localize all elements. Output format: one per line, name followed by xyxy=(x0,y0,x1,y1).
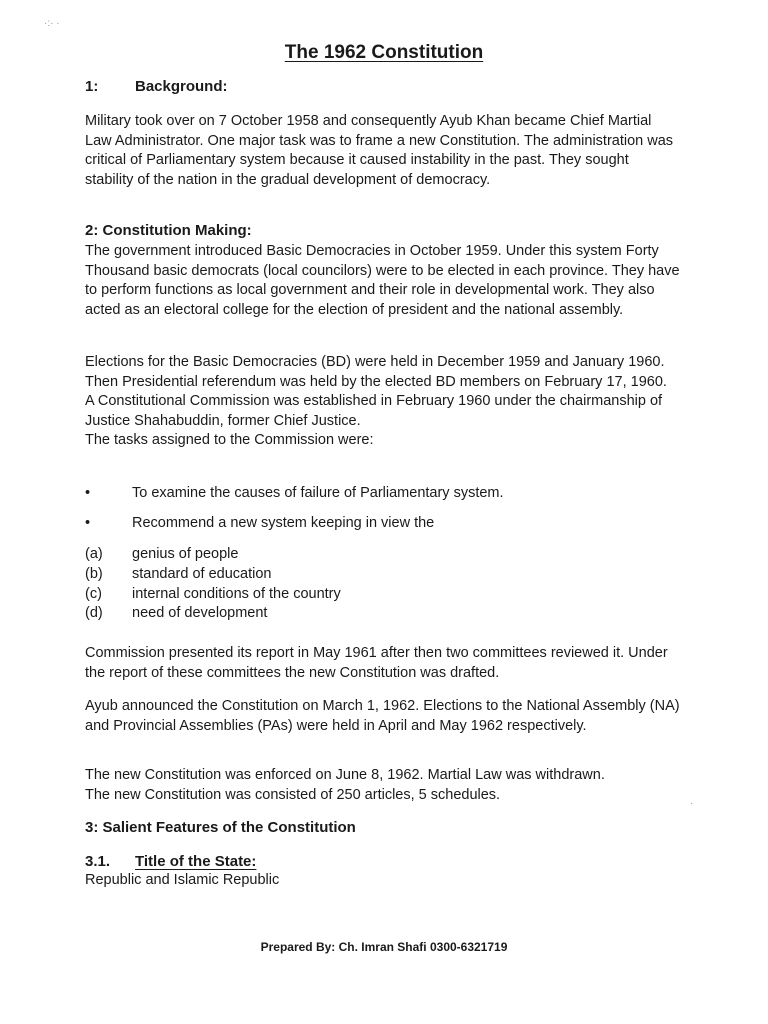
commission-established-text: A Constitutional Commission was established in February 1960 under the chairmanship of Justice Shahabuddin, former Chief Justice. xyxy=(85,393,663,429)
basic-democracies-paragraph xyxy=(85,242,680,320)
bullet-item xyxy=(85,484,504,504)
articles-text: The new Constitution was consisted of 250 articles, 5 schedules. xyxy=(85,786,501,803)
section-2-heading: 2: Constitution Making: xyxy=(85,222,252,239)
bullet-text: To examine the causes of failure of Parliamentary system. xyxy=(132,485,504,501)
bullet-mark: • xyxy=(85,485,91,501)
document-title: The 1962 Constitution xyxy=(284,42,484,63)
section-3-1-title: Title of the State: xyxy=(135,853,257,870)
list-item xyxy=(85,565,271,585)
list-item-text: genius of people xyxy=(132,546,239,562)
list-item-text: standard of education xyxy=(132,566,272,582)
section-3-1-heading xyxy=(85,853,256,870)
section-3-heading: 3: Salient Features of the Constitution xyxy=(85,819,356,836)
ayub-announcement-paragraph xyxy=(85,697,680,736)
section-1-title: Background: xyxy=(135,78,228,95)
background-text: Military took over on 7 October 1958 and consequently Ayub Khan became Chief Martial Law Administrator. One major task was to frame a new Constitution. The administration was critical of Parliamentary system because it caused instability in the past. They sought stability of the nation in the gradual development of democracy. xyxy=(85,113,674,188)
list-item-label: (d) xyxy=(85,605,103,621)
bullet-mark: • xyxy=(85,515,91,531)
list-item-label: (a) xyxy=(85,546,103,562)
scan-speck: ·:· · xyxy=(44,18,60,29)
elections-paragraph xyxy=(85,353,680,451)
list-item xyxy=(85,545,238,565)
scan-speck: · xyxy=(690,798,694,809)
list-item-text: internal conditions of the country xyxy=(132,586,341,602)
list-item-label: (c) xyxy=(85,586,102,602)
commission-report-text: Commission presented its report in May 1961 after then two committees reviewed it. Under the report of these committees the new Constitution was drafted. xyxy=(85,645,668,681)
commission-report-paragraph xyxy=(85,644,680,683)
background-paragraph xyxy=(85,112,680,190)
elections-text: Elections for the Basic Democracies (BD) were held in December 1959 and January 1960. Then Presidential referendum was held by the elected BD members on February 17, 1960. xyxy=(85,354,667,390)
list-item-text: need of development xyxy=(132,605,268,621)
section-1-number: 1: xyxy=(85,78,99,95)
section-3-1-number: 3.1. xyxy=(85,853,111,870)
basic-democracies-text: The government introduced Basic Democracies in October 1959. Under this system Forty Thousand basic democrats (local councilors) were to be elected in each province. They have to perform functions as local government and their role in developmental work. They also acted as an electoral college for the election of president and the national assembly. xyxy=(85,243,680,318)
list-item-label: (b) xyxy=(85,566,103,582)
bullet-text: Recommend a new system keeping in view the xyxy=(132,515,435,531)
footer-credit: Prepared By: Ch. Imran Shafi 0300-6321719 xyxy=(260,940,508,954)
title-of-state-paragraph xyxy=(85,871,680,891)
title-of-state-text: Republic and Islamic Republic xyxy=(85,872,280,888)
bullet-item xyxy=(85,514,434,534)
commission-tasks-text: The tasks assigned to the Commission were: xyxy=(85,432,374,448)
list-item xyxy=(85,604,267,624)
section-1-heading xyxy=(85,78,228,95)
enforcement-text: The new Constitution was enforced on June 8, 1962. Martial Law was withdrawn. xyxy=(85,767,605,783)
enforcement-paragraph xyxy=(85,766,680,805)
ayub-announcement-text: Ayub announced the Constitution on March 1, 1962. Elections to the National Assembly (NA) and Provincial Assemblies (PAs) were held in April and May 1962 respectively. xyxy=(85,698,680,734)
list-item xyxy=(85,585,341,605)
